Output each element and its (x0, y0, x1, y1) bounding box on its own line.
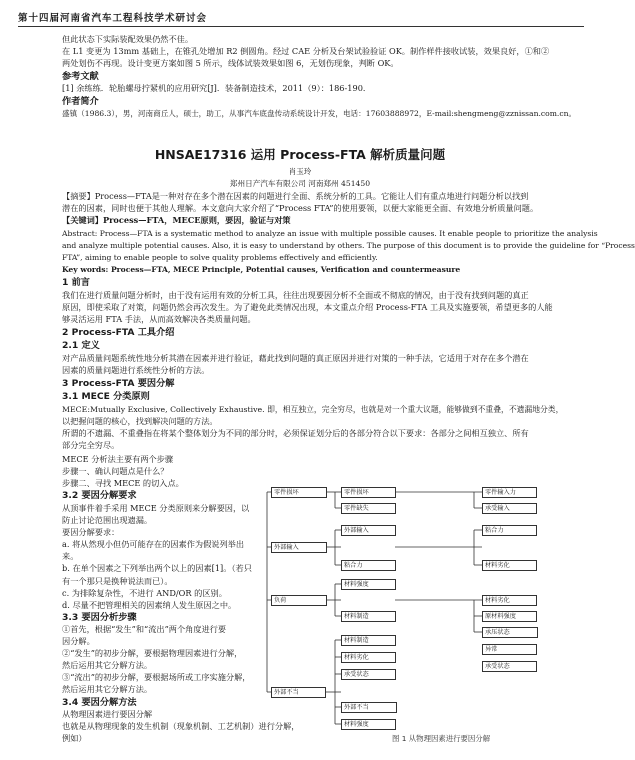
author-intro-heading: 作者简介 (62, 96, 99, 107)
paper-author: 肖玉玲 (288, 167, 312, 176)
body-line: 从顶事件着手采用 MECE 分类原则来分解要因，以 (62, 503, 250, 513)
body-line: 我们在进行质量问题分析时，由于没有运用有效的分析工具，往往出现要因分析不全面或不彻底的情况，由于没有找到问题的真正 (62, 290, 529, 300)
figure-caption: 图 1 从物理因素进行要因分解 (392, 734, 491, 743)
body-line: 有一个那只是换种说法而已）。 (62, 576, 173, 586)
section-heading: 2 Process-FTA 工具介绍 (62, 327, 175, 338)
subsection-heading: 3.3 要因分析步骤 (62, 612, 137, 623)
subsection-heading: 3.2 要因分解要求 (62, 490, 137, 501)
subsection-heading: 2.1 定义 (62, 340, 100, 351)
body-line: d. 尽量不把管理相关的因素纳人发生原因之中。 (62, 600, 237, 610)
body-line: ③“流出”的初步分解，要根据场所或工序实施分解， (62, 672, 251, 682)
abstract-en-line: FTA”, aiming to enable people to solve quality problems effectively and efficiently. (62, 253, 378, 262)
paper-title: HNSAE17316 运用 Process-FTA 解析质量问题 (154, 147, 446, 162)
abstract-cn-line: 【摘要】Process—FTA是一种对存在多个潜在因素的问题进行全面、系统分析的工具。它能让人们有重点地进行问题分析以找到 (62, 191, 529, 201)
fta-node: 粘合力 (482, 525, 537, 536)
body-line: 也就是从物理现象的发生机制（现象机制、工艺机制）进行分解， (62, 721, 300, 731)
body-line: a. 将从然现小但仍可能存在的因素作为假说列举出 (62, 539, 245, 549)
section-heading: 3 Process-FTA 要因分解 (62, 378, 175, 389)
body-line: 防止讨论范围出现遗漏。 (62, 515, 153, 525)
fta-node: 外部不当 (271, 687, 326, 698)
body-line: 从物理因素进行要因分解 (62, 709, 153, 719)
fta-node: 材料劣化 (482, 560, 537, 571)
body-line: 部分完全穷尽。 (62, 440, 120, 450)
body-line: 然后运用其它分解方法。 (62, 660, 153, 670)
fta-node: 异常 (482, 644, 537, 655)
fta-node: 承受状态 (341, 669, 396, 680)
fta-node: 零件损坏 (271, 487, 327, 498)
fta-node: 零件缺失 (341, 503, 396, 514)
body-line: c. 为排除复杂性，不进行 AND/OR 的区别。 (62, 588, 227, 598)
fta-node: 原材料强度 (482, 611, 537, 622)
body-line: 步骤二、寻找 MECE 的切入点。 (62, 478, 184, 488)
abstract-cn-line: 潜在的因素，同时也便于其他人理解。本文意向大家介绍了“Process FTA”的使用要领，以便大家能更全面、有效地分析质量问题。 (62, 203, 539, 213)
body-line: 步骤一、确认问题点是什么？ (62, 466, 169, 476)
body-line: 在 L1 变更为 13mm 基础上，在锥孔处增加 R2 倒圆角。经过 CAE 分析及台架试验验证 OK。制作样件接收试装，效果良好，①和② (62, 46, 550, 56)
subsection-heading: 3.4 要因分解方法 (62, 697, 137, 708)
body-line: 因分解。 (62, 636, 95, 646)
body-line: 来。 (62, 551, 79, 561)
body-line: ①首先，根据“发生”和“流出”两个角度进行要 (62, 624, 227, 634)
body-line: b. 在单个因素之下列举出两个以上的因素[1]。（若只 (62, 563, 252, 573)
fta-node: 承受状态 (482, 661, 537, 672)
body-line: 但此状态下实际装配效果仍然不佳。 (62, 34, 194, 44)
body-line: 够灵活运用 FTA 手法，从而高效解决各类质量问题。 (62, 314, 256, 324)
fta-node: 材料强度 (341, 719, 396, 730)
body-line: MECE 分析法主要有两个步骤 (62, 454, 174, 464)
subsection-heading: 3.1 MECE 分类原则 (62, 391, 150, 402)
body-line: 要因分解要求： (62, 527, 120, 537)
paper-affiliation: 郑州日产汽车有限公司 河南郑州 451450 (229, 179, 371, 188)
body-line: 以把握问题的核心，找到解决问题的方法。 (62, 416, 218, 426)
fta-node: 外部输入 (271, 542, 327, 553)
body-line: 然后运用其它分解方法。 (62, 684, 153, 694)
body-line: 对产品质量问题系统性地分析其潜在因素并进行验证，藉此找到问题的真正原因并进行对策的一种手法，它适用于对存在多个潜在 (62, 353, 529, 363)
fta-node: 材料劣化 (482, 595, 537, 606)
fta-node: 材料劣化 (341, 652, 396, 663)
abstract-en-line: Abstract: Process—FTA is a systematic method to analyze an issue with multiple possible causes. It enable people to prioritize the analysis (62, 229, 598, 238)
reference-item: [1] 余练练．轮胎螺母拧紧机的应用研究[J]．装备制造技术，2011（9）：186-190． (62, 83, 372, 93)
fta-node: 承压状态 (482, 627, 538, 638)
fta-node: 粘合力 (341, 560, 396, 571)
body-line: 例如） (62, 733, 87, 743)
fta-node: 负荷 (271, 595, 327, 606)
author-bio: 盛镇（1986.3），男，河南商丘人，硕士，助工，从事汽车底盘传动系统设计开发，电话：17603888972，E-mail:shengmeng@zznissan.com.cn。 (62, 109, 577, 118)
fta-node: 外部不当 (341, 702, 397, 713)
fta-node: 材料制造 (341, 611, 396, 622)
fta-node: 零件输入力 (482, 487, 537, 498)
body-line: 两处划伤不再现。设计变更方案如图 5 所示，线体试装效果如图 6，无划伤现象，判断 OK。 (62, 58, 399, 68)
fta-node: 材料制造 (341, 635, 396, 646)
body-line: MECE:Mutually Exclusive, Collectively Exhaustive. 即，相互独立，完全穷尽，也就是对一个重大议题，能够做到不重叠，不遗漏地分类， (62, 405, 564, 414)
references-heading: 参考文献 (62, 71, 99, 82)
running-header: 第十四届河南省汽车工程科技学术研讨会 (18, 13, 208, 24)
fta-node: 材料强度 (341, 579, 396, 590)
section-heading: 1 前言 (62, 277, 90, 288)
keywords-cn: 【关键词】Process—FTA，MECE原则，要因，验证与对策 (62, 215, 291, 225)
body-line: 因素的质量问题进行系统性分析的方法。 (62, 365, 210, 375)
body-line: 所谓的不遗漏、不重叠指在将某个整体划分为不同的部分时，必须保证划分后的各部分符合以下要求：各部分之间相互独立、所有 (62, 428, 529, 438)
abstract-en-line: and analyze multiple potential causes. Also, it is easy to understand by others. The purpose of this document is to provide the guideline for “Process (62, 241, 635, 250)
fta-node: 承受输入 (482, 503, 537, 514)
fta-node: 外部输入 (341, 525, 396, 536)
body-line: 原因，即使采取了对策，问题仍然会再次发生。为了避免此类情况出现，本文重点介绍 Process-FTA 工具及实施要领，希望更多的人能 (62, 302, 553, 312)
body-line: ②“发生”的初步分解，要根据物理因素进行分解， (62, 648, 243, 658)
keywords-en: Key words: Process—FTA, MECE Principle, Potential causes, Verification and countermeasure (62, 265, 461, 274)
fta-node: 零件损坏 (341, 487, 396, 498)
